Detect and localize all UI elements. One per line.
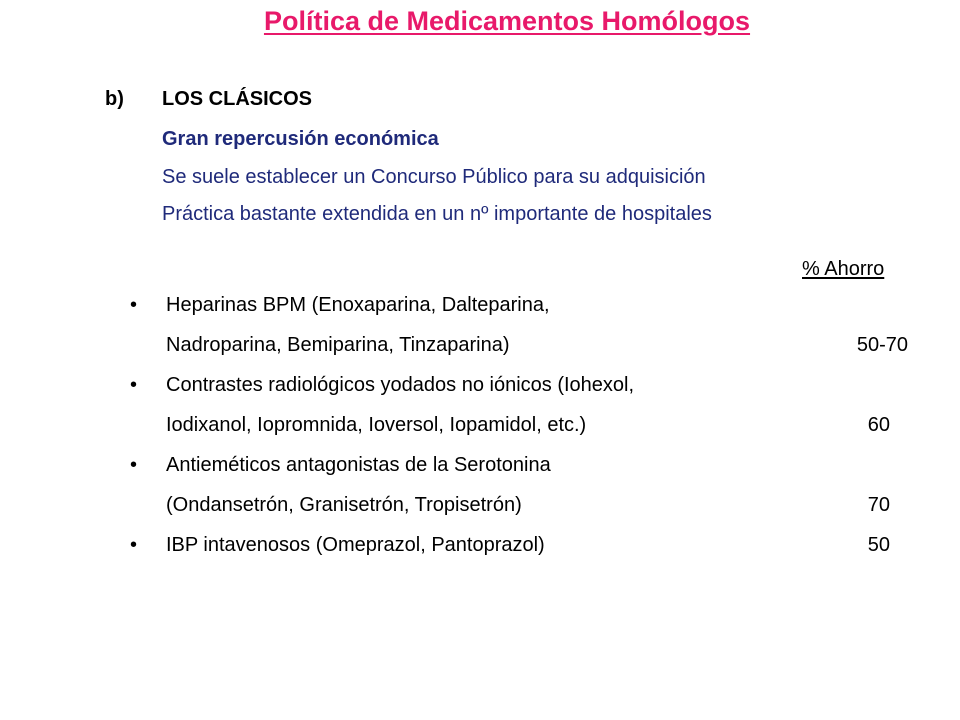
page-title: Política de Medicamentos Homólogos [263,6,751,36]
savings-value: 50 [867,534,890,556]
list-item-line: Contrastes radiológicos yodados no iónicos (Iohexol, [166,374,635,396]
savings-value: 60 [867,414,890,436]
section-subheading: Gran repercusión económica [162,128,439,150]
section-line: Se suele establecer un Concurso Público para su adquisición [162,166,706,188]
list-item-line: Nadroparina, Bemiparina, Tinzaparina) [166,334,510,356]
section-marker: b) [105,88,124,110]
list-item-line: Antieméticos antagonistas de la Serotonina [166,454,551,476]
bullet-icon: • [130,534,138,556]
savings-value: 70 [867,494,890,516]
section-line: Práctica bastante extendida en un nº importante de hospitales [162,203,712,225]
bullet-icon: • [130,454,138,476]
bullet-icon: • [130,374,138,396]
savings-column-header: % Ahorro [802,258,885,280]
list-item-line: (Ondansetrón, Granisetrón, Tropisetrón) [166,494,522,516]
savings-value: 50-70 [856,334,908,356]
list-item-line: Iodixanol, Iopromnida, Ioversol, Iopamidol, etc.) [166,414,587,436]
section-heading: LOS CLÁSICOS [162,88,313,110]
bullet-icon: • [130,294,138,316]
list-item-line: Heparinas BPM (Enoxaparina, Dalteparina, [166,294,550,316]
list-item-line: IBP intavenosos (Omeprazol, Pantoprazol) [166,534,545,556]
